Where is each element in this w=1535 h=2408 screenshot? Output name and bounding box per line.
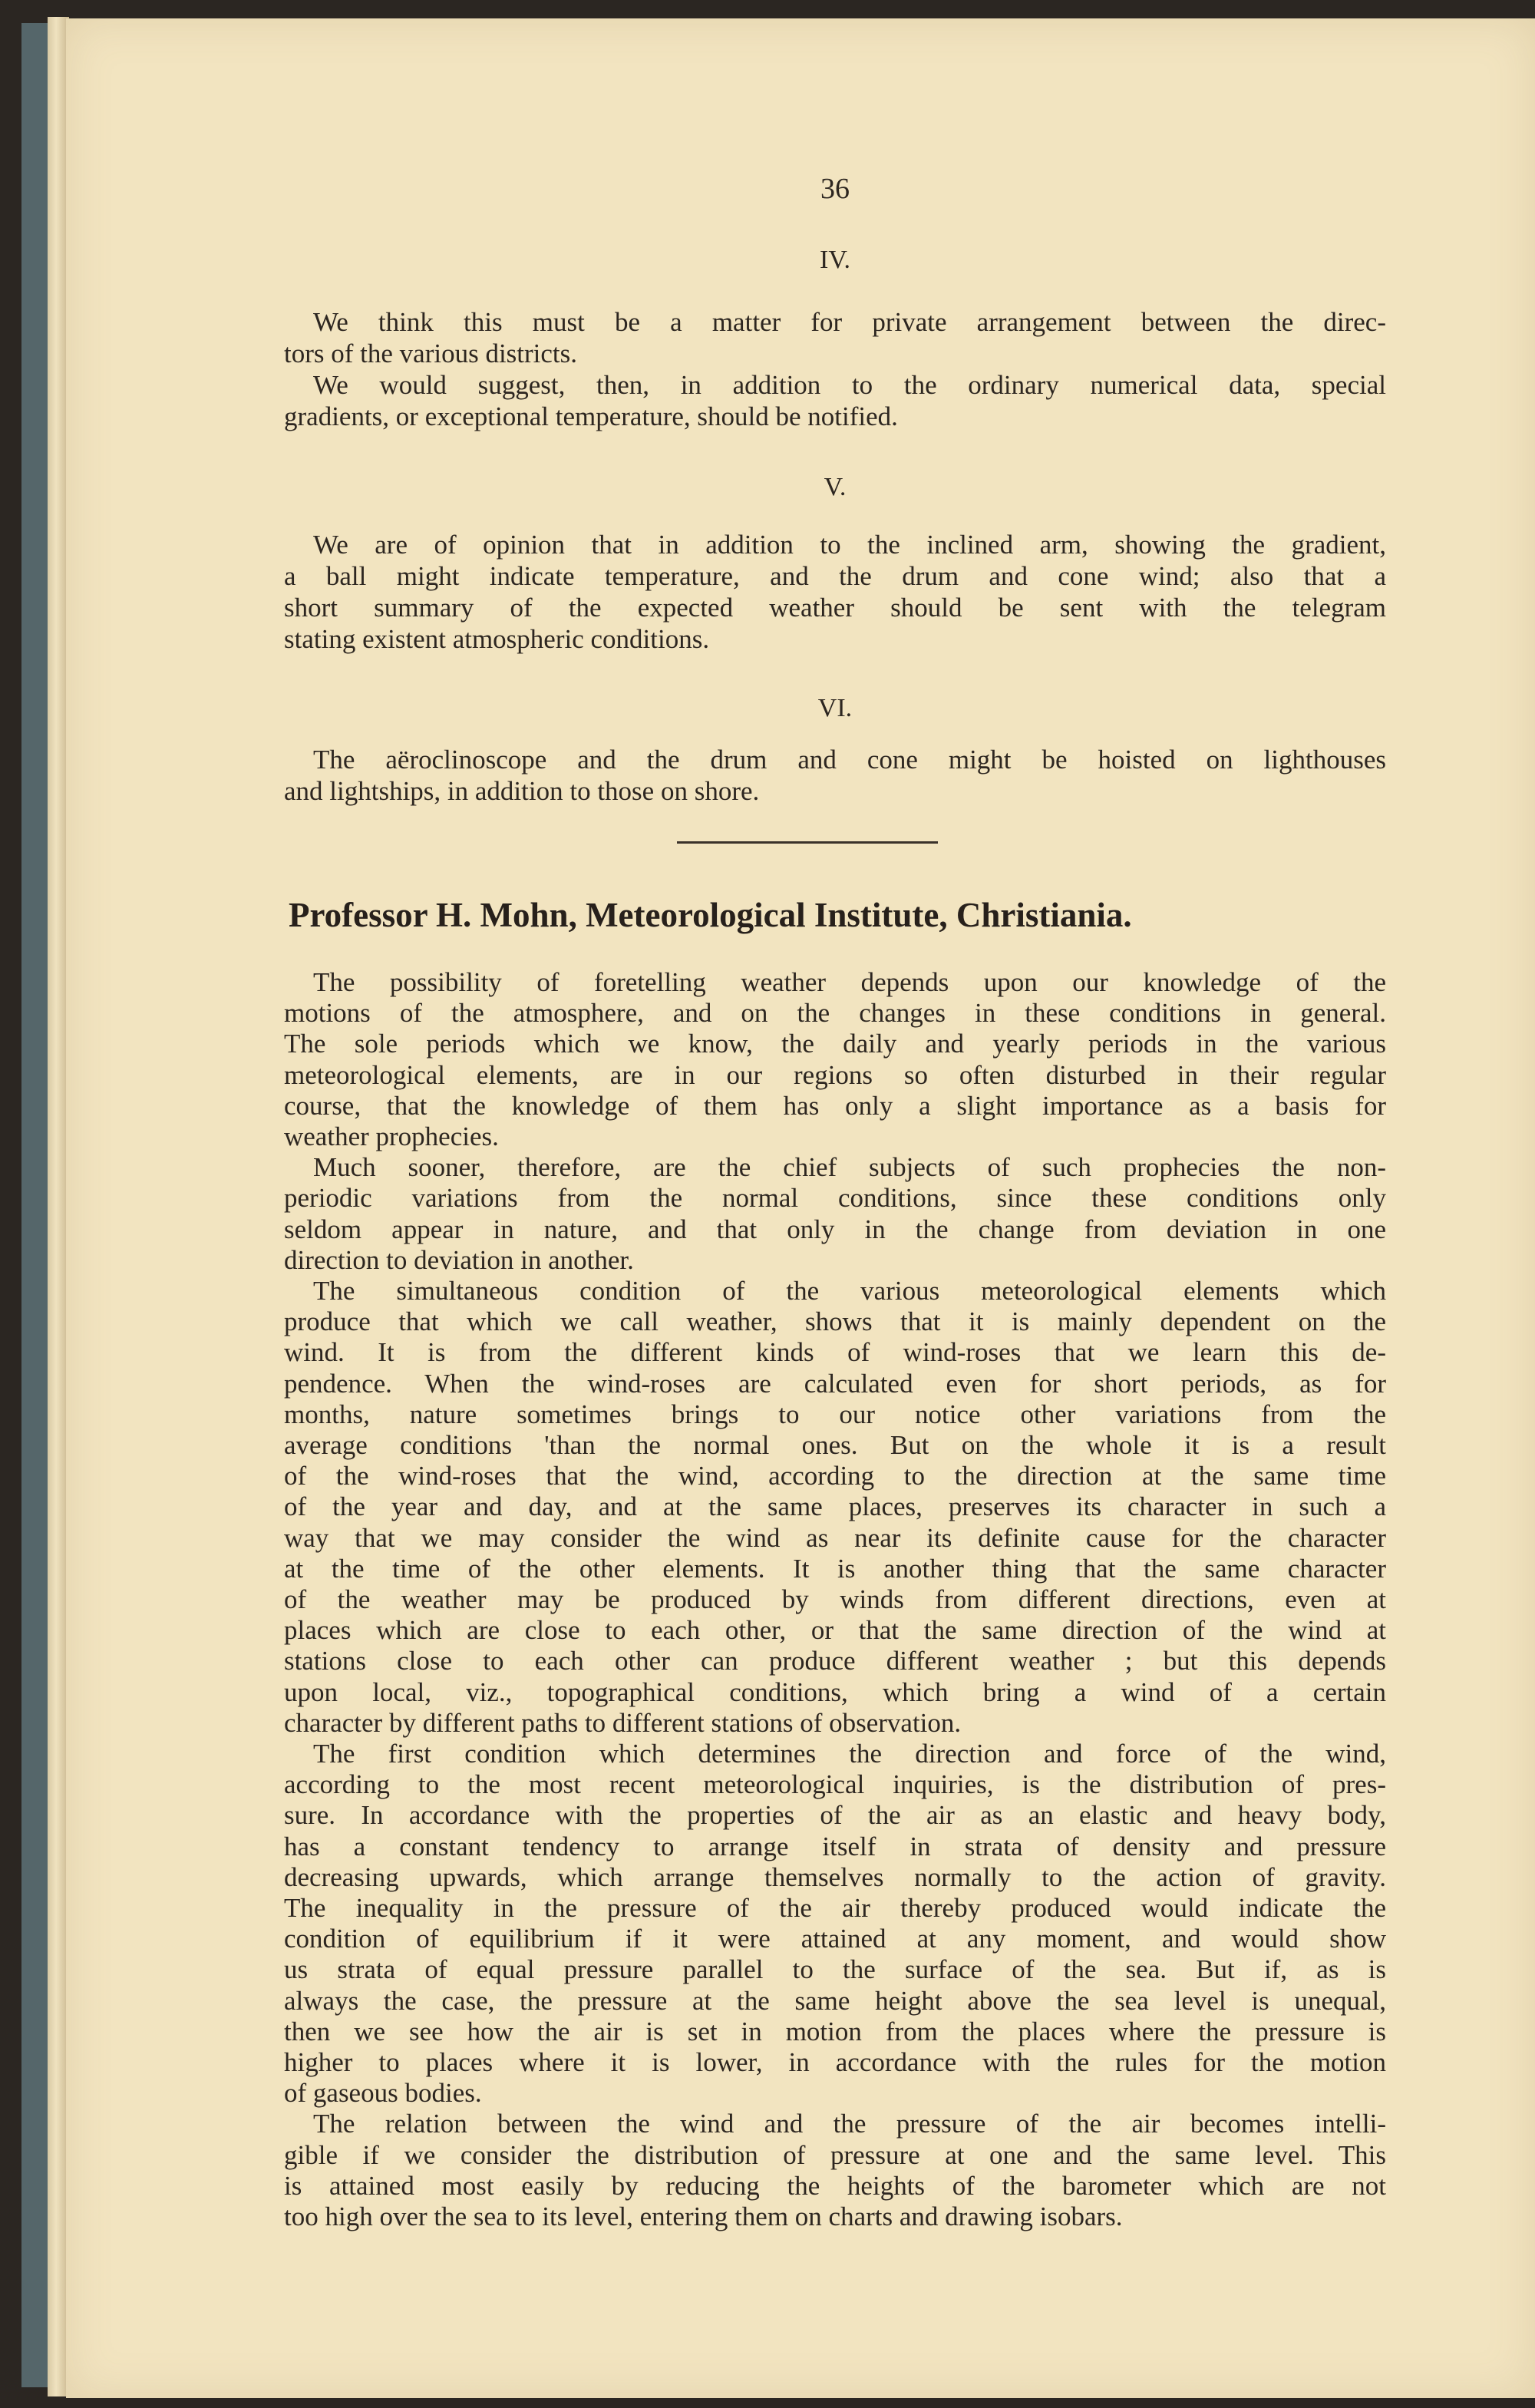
text-line: gible if we consider the distribution of pressure at one and the same level. This (284, 2139, 1386, 2170)
text-line: of the weather may be produced by winds from different directions, even at (284, 1584, 1386, 1614)
text-line: The simultaneous condition of the various meteorological elements which (313, 1276, 1386, 1306)
text-line: Much sooner, therefore, are the chief subjects of such prophecies the non- (313, 1152, 1386, 1183)
text-line: then we see how the air is set in motion from the places where the pressure is (284, 2016, 1386, 2046)
text-line: us strata of equal pressure parallel to the surface of the sea. But if, as is (284, 1954, 1386, 1985)
page-number: 36 (820, 173, 850, 205)
text-line: direction to deviation in another. (284, 1244, 634, 1275)
text-line: course, that the knowledge of them has only a slight importance as a basis for (284, 1090, 1386, 1121)
text-line: periodic variations from the normal conditions, since these conditions only (284, 1183, 1386, 1214)
text-line: The aëroclinoscope and the drum and cone might be hoisted on lighthouses (313, 745, 1386, 775)
text-line: condition of equilibrium if it were attained at any moment, and would show (284, 1924, 1386, 1954)
text-line: way that we may consider the wind as near its definite cause for the character (284, 1522, 1386, 1553)
text-line: motions of the atmosphere, and on the changes in these conditions in general. (284, 998, 1386, 1029)
text-line: meteorological elements, are in our regions so often disturbed in their regular (284, 1059, 1386, 1090)
text-line: higher to places where it is lower, in accordance with the rules for the motion (284, 2047, 1386, 2077)
section-divider (677, 841, 938, 844)
text-line: of gaseous bodies. (284, 2078, 482, 2109)
text-line: always the case, the pressure at the same height above the sea level is unequal, (284, 1985, 1386, 2016)
text-column (284, 18, 1386, 2398)
text-line: The relation between the wind and the pressure of the air becomes intelli- (313, 2109, 1386, 2139)
text-line: gradients, or exceptional temperature, should be notified. (284, 401, 898, 431)
text-line: has a constant tendency to arrange itself in strata of density and pressure (284, 1831, 1386, 1861)
text-line: short summary of the expected weather should be sent with the telegram (284, 593, 1386, 623)
text-line: We are of opinion that in addition to the inclined arm, showing the gradient, (313, 530, 1386, 560)
text-line: months, nature sometimes brings to our notice other variations from the (284, 1399, 1386, 1429)
text-line: stations close to each other can produce different weather ; but this depends (284, 1646, 1386, 1676)
section-numeral: V. (824, 473, 847, 501)
text-line: a ball might indicate temperature, and the drum and cone wind; also that a (284, 561, 1386, 591)
text-line: The first condition which determines the direction and force of the wind, (313, 1739, 1386, 1769)
text-line: wind. It is from the different kinds of wind-roses that we learn this de- (284, 1337, 1386, 1368)
text-line: at the time of the other elements. It is another thing that the same character (284, 1553, 1386, 1584)
text-line: We think this must be a matter for private arrangement between the direc- (313, 307, 1386, 337)
text-line: of the wind-roses that the wind, according to the direction at the same time (284, 1461, 1386, 1491)
text-line: The inequality in the pressure of the air thereby produced would indicate the (284, 1893, 1386, 1923)
text-line: places which are close to each other, or that the same direction of the wind at (284, 1615, 1386, 1646)
text-line: and lightships, in addition to those on shore. (284, 776, 760, 806)
text-line: character by different paths to different stations of observation. (284, 1707, 962, 1738)
text-line: sure. In accordance with the properties of the air as an elastic and heavy body, (284, 1800, 1386, 1831)
section-numeral: IV. (820, 246, 850, 274)
text-line: pendence. When the wind-roses are calculated even for short periods, as for (284, 1368, 1386, 1399)
text-line: The sole periods which we know, the daily and yearly periods in the various (284, 1029, 1386, 1059)
text-line: decreasing upwards, which arrange themselves normally to the action of gravity. (284, 1861, 1386, 1892)
text-line: is attained most easily by reducing the heights of the barometer which are not (284, 2170, 1386, 2201)
text-line: stating existent atmospheric conditions. (284, 624, 710, 654)
text-line: upon local, viz., topographical conditions, which bring a wind of a certain (284, 1676, 1386, 1707)
text-line: weather prophecies. (284, 1121, 499, 1151)
text-line: seldom appear in nature, and that only in the change from deviation in one (284, 1214, 1386, 1244)
text-line: average conditions 'than the normal ones. But on the whole it is a result (284, 1430, 1386, 1460)
section-numeral: VI. (817, 694, 853, 722)
article-heading: Professor H. Mohn, Meteorological Institute, Christiania. (289, 896, 1132, 934)
document-page (66, 18, 1535, 2398)
text-line: of the year and day, and at the same places, preserves its character in such a (284, 1491, 1386, 1522)
text-line: produce that which we call weather, shows that it is mainly dependent on the (284, 1306, 1386, 1337)
text-line: tors of the various districts. (284, 339, 578, 368)
text-line: The possibility of foretelling weather depends upon our knowledge of the (313, 967, 1386, 997)
text-line: too high over the sea to its level, entering them on charts and drawing isobars. (284, 2202, 1123, 2231)
text-line: according to the most recent meteorological inquiries, is the distribution of pres- (284, 1769, 1386, 1800)
text-line: We would suggest, then, in addition to the ordinary numerical data, special (313, 370, 1386, 400)
